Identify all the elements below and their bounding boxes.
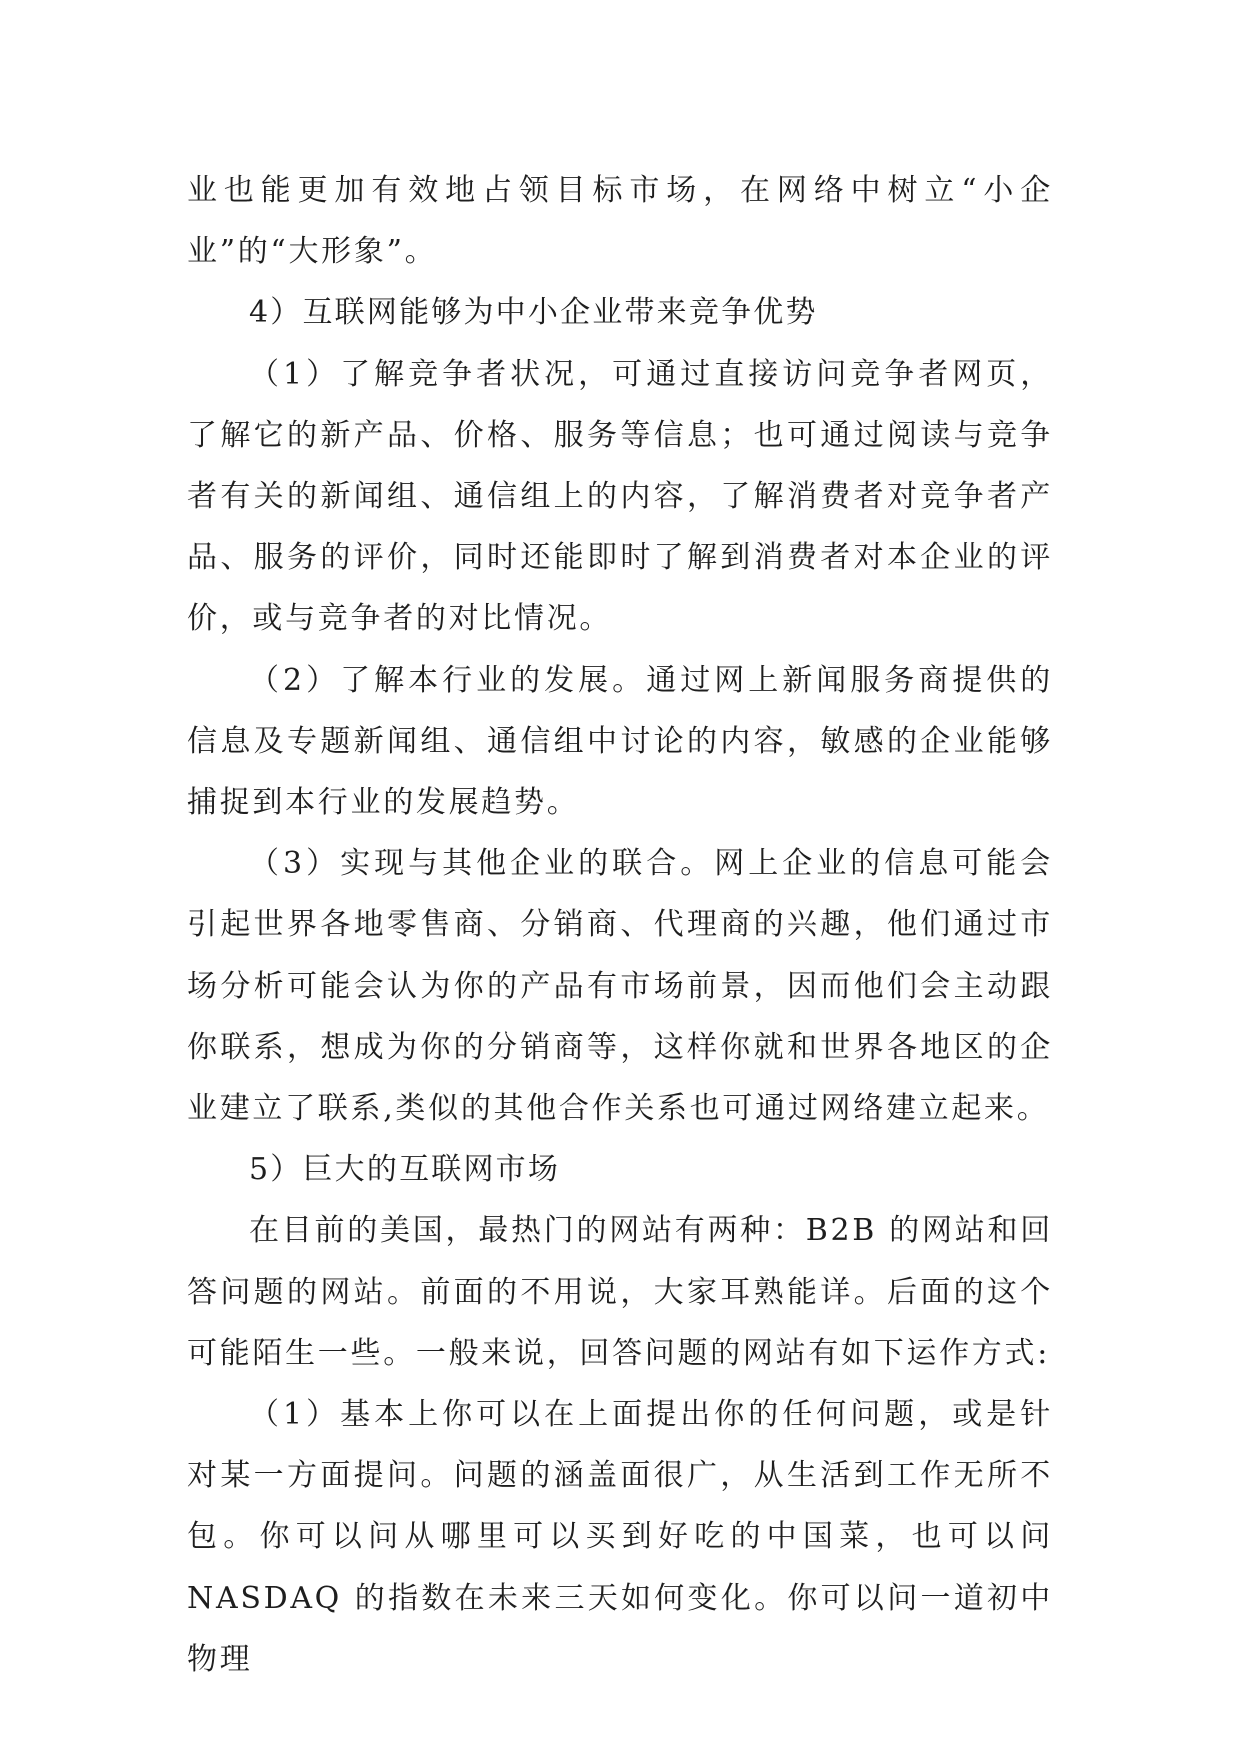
paragraph-us-websites: 在目前的美国，最热门的网站有两种：B2B 的网站和回答问题的网站。前面的不用说，大家耳熟能详。后面的这个可能陌生一些。一般来说，回答问题的网站有如下运作方式:: [187, 1213, 1053, 1371]
paragraph-qa-operation: （1）基本上你可以在上面提出你的任何问题，或是针对某一方面提问。问题的涵盖面很广，从生活到工作无所不包。你可以问从哪里可以买到好吃的中国菜，也可以问 NASDAQ 的指数在未来三天如何变化。你可以问一道初中物理: [187, 1397, 1053, 1677]
section-heading-5: 5）巨大的互联网市场: [249, 1152, 561, 1188]
paragraph-competitor-status: （1）了解竞争者状况，可通过直接访问竞争者网页，了解它的新产品、价格、服务等信息；也可通过阅读与竞争者有关的新闻组、通信组上的内容，了解消费者对竞争者产品、服务的评价，同时还能即时了解到消费者对本企业的评价，或与竞争者的对比情况。: [187, 356, 1053, 637]
paragraph-enterprise-alliance: （3）实现与其他企业的联合。网上企业的信息可能会引起世界各地零售商、分销商、代理商的兴趣，他们通过市场分析可能会认为你的产品有市场前景，因而他们会主动跟你联系，想成为你的分销商等，这样你就和世界各地区的企业建立了联系,类似的其他合作关系也可通过网络建立起来。: [187, 846, 1053, 1127]
paragraph-continuation: 业也能更加有效地占领目标市场，在网络中树立“小企业”的“大形象”。: [187, 173, 1053, 270]
paragraph-industry-development: （2）了解本行业的发展。通过网上新闻服务商提供的信息及专题新闻组、通信组中讨论的内容，敏感的企业能够捕捉到本行业的发展趋势。: [187, 662, 1053, 821]
section-heading-4: 4）互联网能够为中小企业带来竞争优势: [249, 295, 818, 331]
document-page: [187, 160, 1053, 1690]
